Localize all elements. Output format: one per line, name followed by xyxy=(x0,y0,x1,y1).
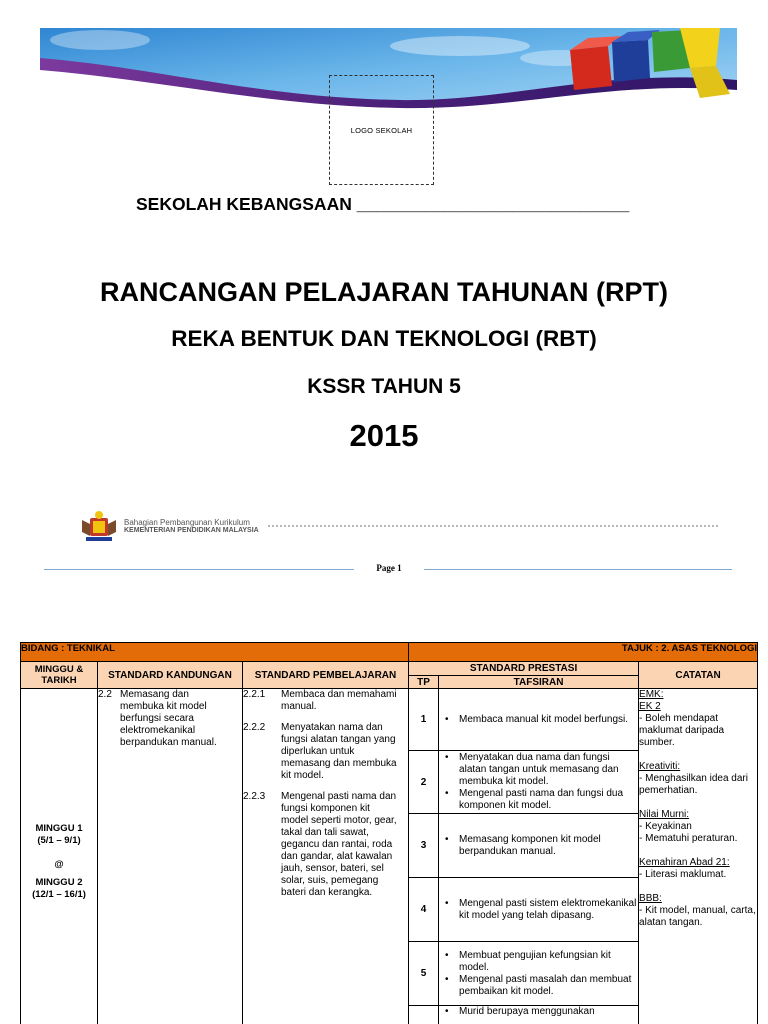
tafsiran-bullet: • Mengenal pasti nama dan fungsi dua komponen kit model. xyxy=(439,788,638,812)
school-logo-placeholder xyxy=(329,75,434,185)
table-row-bidang xyxy=(21,643,758,662)
tp-cell: 2 xyxy=(409,751,439,814)
header-minggu: MINGGU & TARIKH xyxy=(21,662,98,689)
week-2-label: MINGGU 2 xyxy=(35,877,83,888)
bbb-text: - Kit model, manual, carta, alatan tangan. xyxy=(639,905,756,928)
week-1-label: MINGGU 1 xyxy=(35,823,83,834)
pembelajaran-text: Menyatakan nama dan fungsi alatan tangan yang diperlukan untuk memasang dan membuka kit model. xyxy=(281,722,397,781)
bidang-cell: BIDANG : TEKNIKAL xyxy=(21,643,409,662)
tafsiran-cell xyxy=(439,814,639,878)
nilai-item: - Mematuhi peraturan. xyxy=(639,833,738,844)
kandungan-number: 2.2 xyxy=(98,689,112,700)
pembelajaran-item xyxy=(243,689,408,713)
pembelajaran-text: Membaca dan memahami manual. xyxy=(281,689,397,712)
tp-cell xyxy=(409,1006,439,1024)
pembelajaran-number: 2.2.3 xyxy=(243,791,266,802)
tafsiran-bullet: • Memasang komponen kit model berpandukan manual. xyxy=(439,834,638,858)
tafsiran-cell xyxy=(439,942,639,1006)
header-prestasi: STANDARD PRESTASI xyxy=(409,662,639,676)
tafsiran-bullet: • Mengenal pasti masalah dan membuat pembaikan kit model. xyxy=(439,974,638,998)
kandungan-text: Memasang dan membuka kit model berfungsi secara elektromekanikal berpandukan manual. xyxy=(120,689,217,748)
school-name-line: SEKOLAH KEBANGSAAN ____________________________ xyxy=(136,194,630,214)
page-number: Page 1 xyxy=(376,563,402,573)
pembelajaran-text: Mengenal pasti nama dan fungsi komponen kit model seperti motor, gear, takal dan tali sawat, gegancu dan rantai, roda dan gandar, alat kawalan jauh, sensor, bateri, sel solar, suis, pemegang bateri dan kerangka. xyxy=(281,791,397,898)
ministry-name: KEMENTERIAN PENDIDIKAN MALAYSIA xyxy=(124,527,259,534)
kreativiti-label: Kreativiti: xyxy=(639,761,681,772)
header-pembelajaran: STANDARD PEMBELAJARAN xyxy=(243,662,409,689)
ministry-division: Bahagian Pembangunan Kurikulum xyxy=(124,518,250,527)
tajuk-cell: TAJUK : 2. ASAS TEKNOLOGI xyxy=(409,643,758,662)
table-row xyxy=(21,689,758,751)
tafsiran-bullet: • Murid berupaya menggunakan xyxy=(439,1006,638,1018)
pembelajaran-item xyxy=(243,722,408,782)
tp-cell: 3 xyxy=(409,814,439,878)
dotted-divider xyxy=(268,525,718,527)
tp-cell: 4 xyxy=(409,878,439,942)
header-catatan: CATATAN xyxy=(639,662,758,689)
subject-title: REKA BENTUK DAN TEKNOLOGI (RBT) xyxy=(171,326,597,351)
nilai-item: - Keyakinan xyxy=(639,821,692,832)
ek-label: EK 2 xyxy=(639,701,661,712)
logo-placeholder-label: LOGO SEKOLAH xyxy=(350,125,413,135)
tafsiran-bullet: • Membaca manual kit model berfungsi. xyxy=(439,714,638,726)
tafsiran-bullet: • Membuat pengujian kefungsian kit model. xyxy=(439,950,638,974)
ek-text: - Boleh mendapat maklumat daripada sumber. xyxy=(639,713,725,748)
tp-cell: 1 xyxy=(409,689,439,751)
minggu-cell xyxy=(21,689,98,1024)
page-rule-left xyxy=(44,569,354,570)
bbb-label: BBB: xyxy=(639,893,662,904)
pembelajaran-cell xyxy=(243,689,409,1024)
abad-text: - Literasi maklumat. xyxy=(639,869,727,880)
abad-label: Kemahiran Abad 21: xyxy=(639,857,730,868)
pembelajaran-number: 2.2.1 xyxy=(243,689,266,700)
kreativiti-text: - Menghasilkan idea dari pemerhatian. xyxy=(639,773,748,796)
catatan-cell xyxy=(639,689,758,1024)
week-1-dates: (5/1 – 9/1) xyxy=(37,835,81,846)
header-tafsiran: TAFSIRAN xyxy=(439,676,639,689)
tafsiran-cell xyxy=(439,689,639,751)
week-2-dates: (12/1 – 16/1) xyxy=(32,889,86,900)
level-title: KSSR TAHUN 5 xyxy=(307,375,461,398)
kandungan-cell xyxy=(98,689,243,1024)
year-title: 2015 xyxy=(349,418,419,453)
tafsiran-bullet: • Menyatakan dua nama dan fungsi alatan tangan untuk memasang dan membuka kit model. xyxy=(439,752,638,788)
header-kandungan: STANDARD KANDUNGAN xyxy=(98,662,243,689)
tp-cell: 5 xyxy=(409,942,439,1006)
page-rule-right xyxy=(424,569,732,570)
table-header-row xyxy=(21,662,758,676)
header-tp: TP xyxy=(409,676,439,689)
tafsiran-cell xyxy=(439,751,639,814)
nilai-label: Nilai Murni: xyxy=(639,809,690,820)
tafsiran-cell xyxy=(439,1006,639,1024)
ministry-footer xyxy=(78,510,723,546)
rpt-table xyxy=(20,642,758,1024)
week-separator: @ xyxy=(54,859,64,870)
document-title: RANCANGAN PELAJARAN TAHUNAN (RPT) xyxy=(100,277,668,307)
emk-label: EMK: xyxy=(639,689,664,700)
tafsiran-bullet: • Mengenal pasti sistem elektromekanikal kit model yang telah dipasang. xyxy=(439,898,638,922)
malaysia-crest-icon xyxy=(78,510,120,544)
tafsiran-cell xyxy=(439,878,639,942)
pembelajaran-item xyxy=(243,791,408,899)
pembelajaran-number: 2.2.2 xyxy=(243,722,266,733)
